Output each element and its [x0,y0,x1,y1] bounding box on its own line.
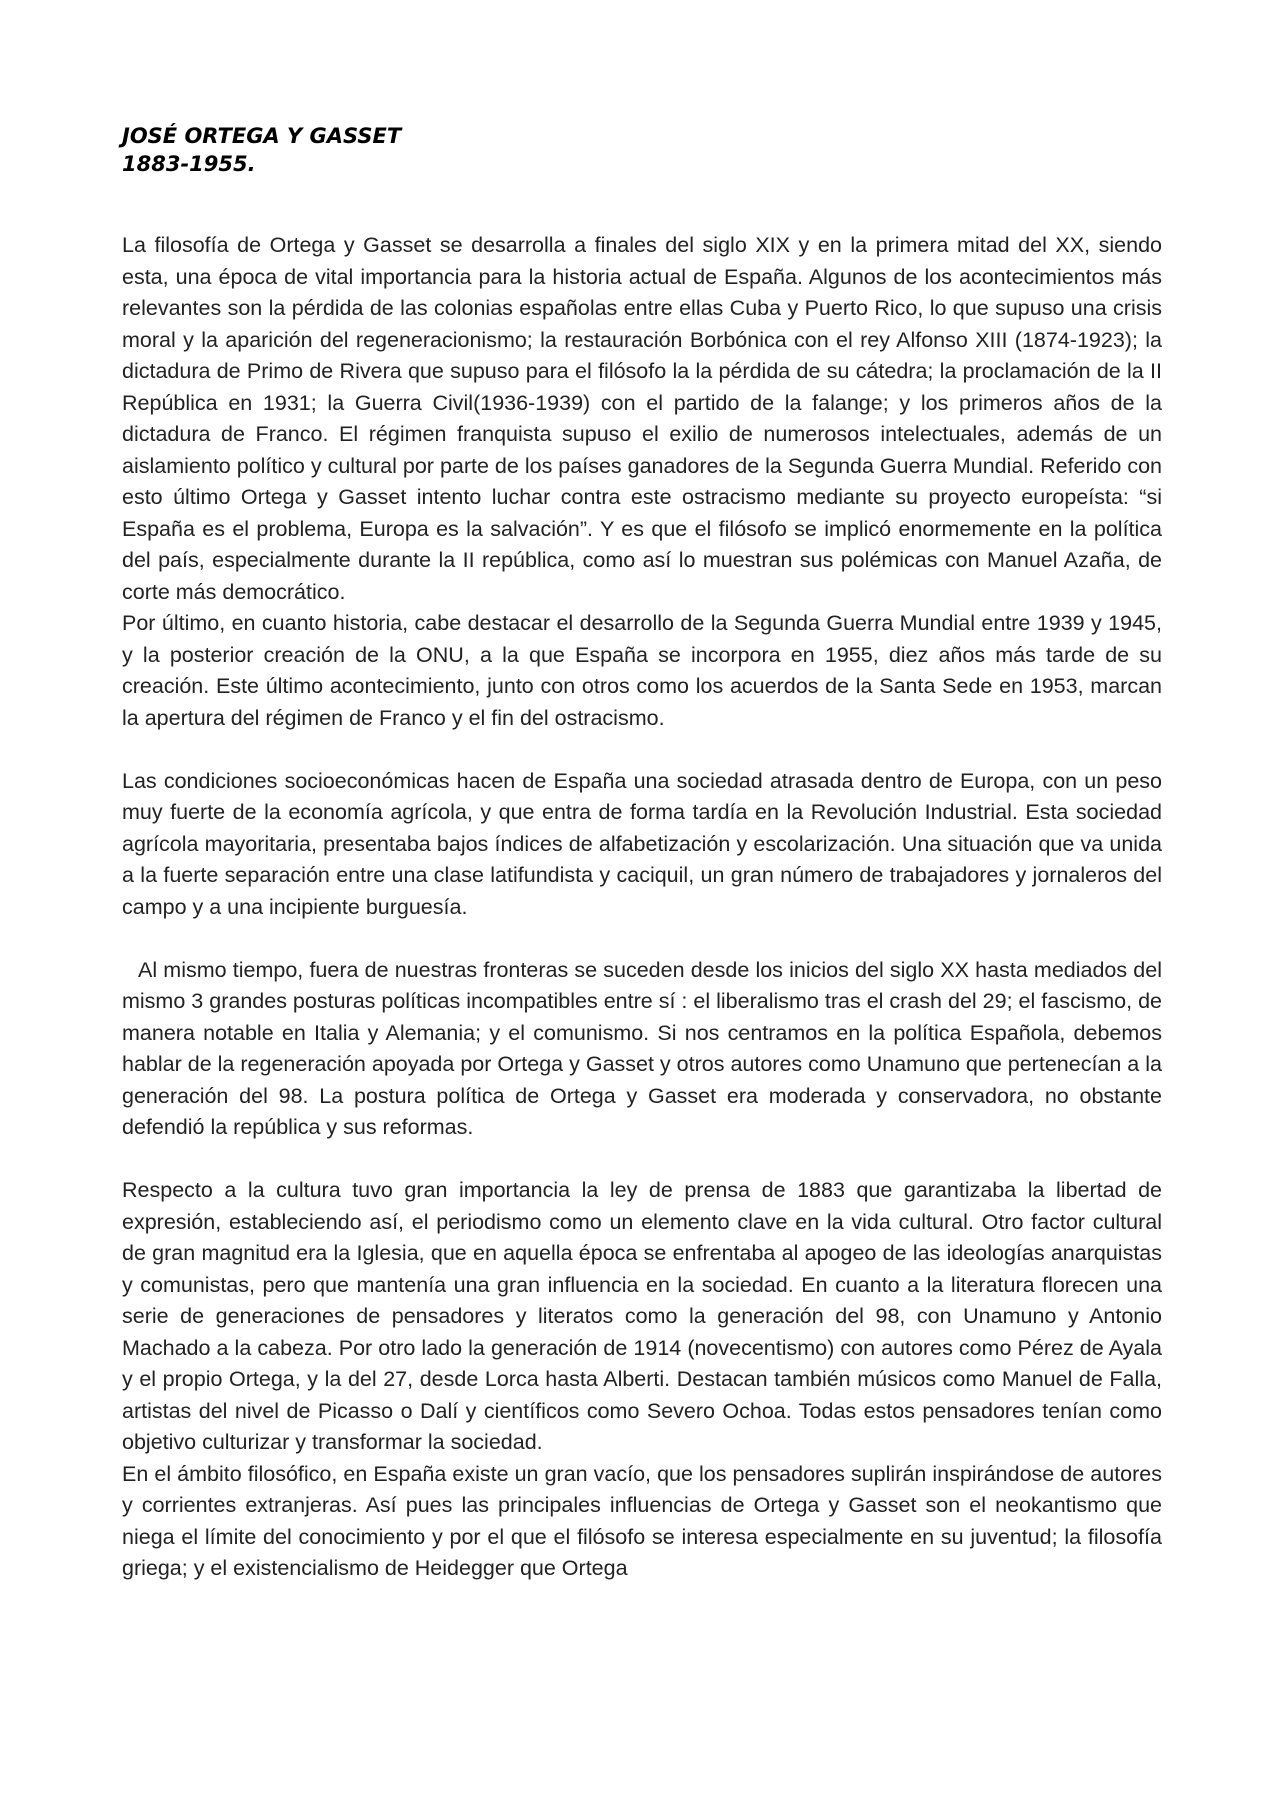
document-title: JOSÉ ORTEGA Y GASSET [122,124,402,148]
document-dates: 1883-1955. [122,152,256,176]
paragraph-politics: Al mismo tiempo, fuera de nuestras fronteras se suceden desde los inicios del siglo XX hasta mediados del mismo 3 grandes posturas políticas incompatibles entre sí : el liberalismo tras el crash del 29; el fascismo, de manera notable en Italia y Alemania; y el comunismo. Si nos centramos en la política Española, debemos hablar de la regeneración apoyada por Ortega y Gasset y otros autores como Unamuno que pertenecían a la generación del 98. La postura política de Ortega y Gasset era moderada y conservadora, no obstante defendió la república y sus reformas. [122,957,1162,1139]
paragraph-history: La filosofía de Ortega y Gasset se desarrolla a finales del siglo XIX y en la primera mitad del XX, siendo esta, una época de vital importancia para la historia actual de España. Algunos de los acontecimientos más relevantes son la pérdida de las colonias españolas entre ellas Cuba y Puerto Rico, lo que supuso una crisis moral y la aparición del regeneracionismo; la restauración Borbónica con el rey Alfonso XIII (1874-1923); la dictadura de Primo de Rivera que supuso para el filósofo la la pérdida de su cátedra; la proclamación de la II República en 1931; la Guerra Civil(1936-1939) con el partido de la falange; y los primeros años de la dictadura de Franco. El régimen franquista supuso el exilio de numerosos intelectuales, además de un aislamiento político y cultural por parte de los países ganadores de la Segunda Guerra Mundial. Referido con esto último Ortega y Gasset intento luchar contra este ostracismo mediante su proyecto europeísta: “si España es el problema, Europa es la salvación”. Y es que el filósofo se implicó enormemente en la política del país, especialmente durante la II república, como así lo muestran sus polémicas con Manuel Azaña, de corte más democrático. [122,233,1162,604]
paragraph-philosophy: En el ámbito filosófico, en España existe un gran vacío, que los pensadores suplirán inspirándose de autores y corrientes extranjeras. Así pues las principales influencias de Ortega y Gasset son el neokantismo que niega el límite del conocimiento y por el que el filósofo se interesa especialmente en su juventud; la filosofía griega; y el existencialismo de Heidegger que Ortega [122,1461,1162,1580]
paragraph-socioeconomic: Las condiciones socioeconómicas hacen de España una sociedad atrasada dentro de Europa, con un peso muy fuerte de la economía agrícola, y que entra de forma tardía en la Revolución Industrial. Esta sociedad agrícola mayoritaria, presentaba bajos índices de alfabetización y escolarización. Una situación que va unida a la fuerte separación entre una clase latifundista y caciquil, un gran número de trabajadores y jornaleros del campo y a una incipiente burguesía. [122,768,1162,919]
paragraph-culture: Respecto a la cultura tuvo gran importancia la ley de prensa de 1883 que garantizaba la libertad de expresión, estableciendo así, el periodismo como un elemento clave en la vida cultural. Otro factor cultural de gran magnitud era la Iglesia, que en aquella época se enfrentaba al apogeo de las ideologías anarquistas y comunistas, pero que mantenía una gran influencia en la sociedad. En cuanto a la literatura florecen una serie de generaciones de pensadores y literatos como la generación del 98, con Unamuno y Antonio Machado a la cabeza. Por otro lado la generación de 1914 (novecentismo) con autores como Pérez de Ayala y el propio Ortega, y la del 27, desde Lorca hasta Alberti. Destacan también músicos como Manuel de Falla, artistas del nivel de Picasso o Dalí y científicos como Severo Ochoa. Todas estos pensadores tenían como objetivo culturizar y transformar la sociedad. [122,1178,1162,1454]
document-heading [122,122,822,178]
paragraph-history-continued: Por último, en cuanto historia, cabe destacar el desarrollo de la Segunda Guerra Mundial entre 1939 y 1945, y la posterior creación de la ONU, a la que España se incorpora en 1955, diez años más tarde de su creación. Este último acontecimiento, junto con otros como los acuerdos de la Santa Sede en 1953, marcan la apertura del régimen de Franco y el fin del ostracismo. [122,611,1162,730]
document-body [122,230,1162,1585]
